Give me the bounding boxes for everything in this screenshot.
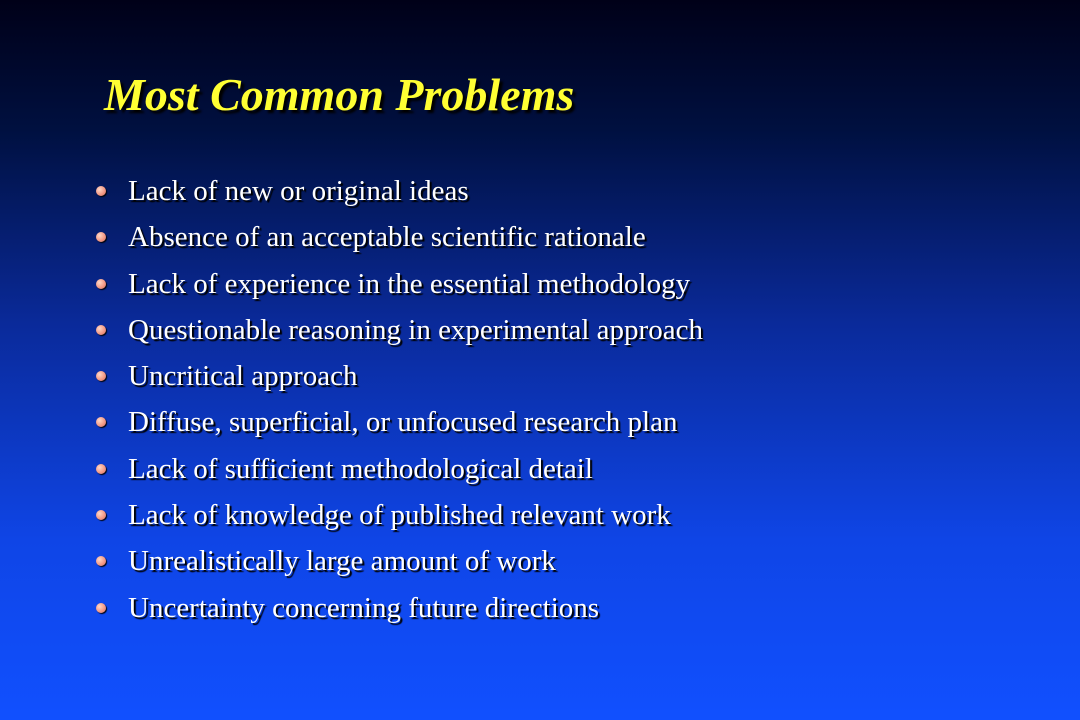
bullet-dot-icon bbox=[96, 371, 106, 381]
bullet-item bbox=[92, 585, 703, 631]
bullet-text: Questionable reasoning in experimental approach bbox=[128, 313, 703, 346]
bullet-dot-icon bbox=[96, 510, 106, 520]
bullet-item bbox=[92, 168, 703, 214]
bullet-text: Diffuse, superficial, or unfocused research plan bbox=[128, 406, 678, 439]
bullet-dot-icon bbox=[96, 556, 106, 566]
bullet-dot-icon bbox=[96, 603, 106, 613]
bullet-text: Uncritical approach bbox=[128, 360, 358, 393]
bullet-item bbox=[92, 538, 703, 584]
bullet-text: Absence of an acceptable scientific rationale bbox=[128, 221, 646, 254]
bullet-dot-icon bbox=[96, 417, 106, 427]
bullet-item bbox=[92, 492, 703, 538]
bullet-list bbox=[92, 168, 703, 631]
bullet-dot-icon bbox=[96, 464, 106, 474]
bullet-text: Lack of experience in the essential methodology bbox=[128, 267, 691, 300]
bullet-dot-icon bbox=[96, 232, 106, 242]
bullet-item bbox=[92, 307, 703, 353]
bullet-item bbox=[92, 261, 703, 307]
bullet-text: Uncertainty concerning future directions bbox=[128, 591, 600, 624]
bullet-item bbox=[92, 446, 703, 492]
bullet-item bbox=[92, 214, 703, 260]
bullet-text: Lack of sufficient methodological detail bbox=[128, 452, 593, 485]
bullet-dot-icon bbox=[96, 186, 106, 196]
bullet-text: Lack of knowledge of published relevant work bbox=[128, 499, 671, 532]
bullet-item bbox=[92, 399, 703, 445]
bullet-item bbox=[92, 353, 703, 399]
bullet-text: Lack of new or original ideas bbox=[128, 175, 469, 207]
slide-title: Most Common Problems bbox=[104, 69, 575, 120]
bullet-dot-icon bbox=[96, 325, 106, 335]
bullet-dot-icon bbox=[96, 279, 106, 289]
bullet-text: Unrealistically large amount of work bbox=[128, 545, 556, 578]
